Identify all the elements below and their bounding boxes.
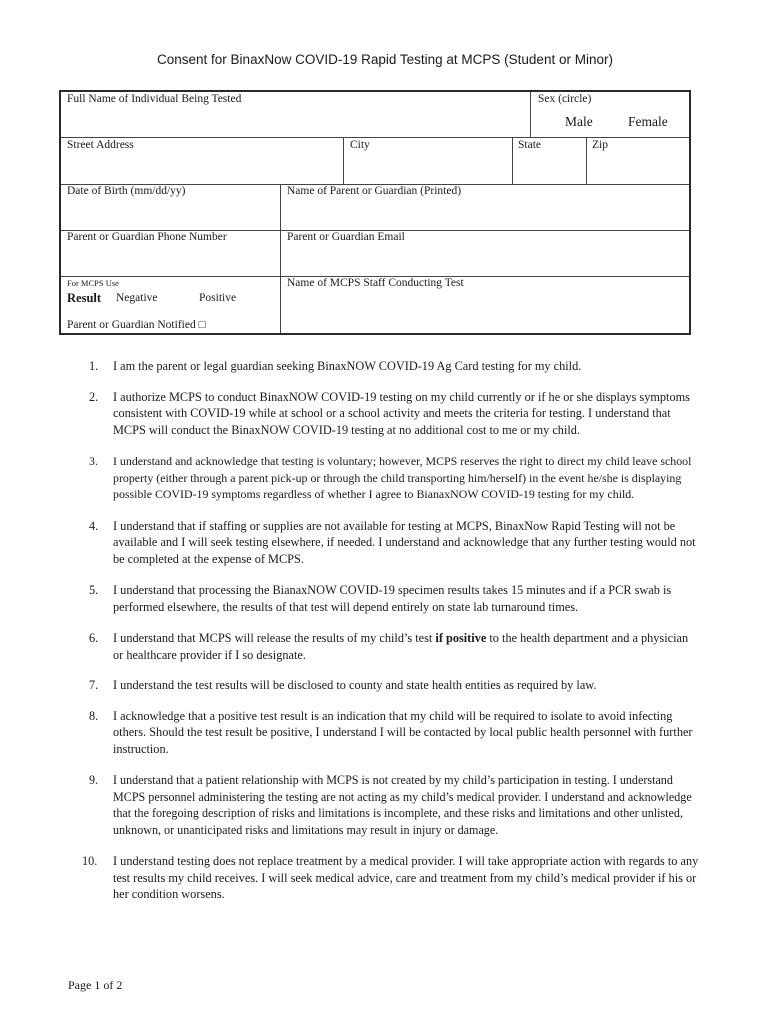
dob-field[interactable]: Date of Birth (mm/dd/yy) [67,185,186,197]
col-divider [280,184,281,333]
item-text: I understand that if staffing or supplies are not available for testing at MCPS, BinaxNow Rapid Testing will not be available and I will seek testing elsewhere, if needed. I understand and acknowledge that any further testing would not be completed at the expense of MCPS. [113,518,696,566]
item-number: 5. [89,583,99,597]
item-number: 3. [89,454,98,468]
mcps-use-label: For MCPS Use [67,278,119,288]
list-item [80,677,700,694]
list-item [80,453,700,503]
item-text: I understand that MCPS will release the results of my child’s test [113,631,436,645]
staff-name-field[interactable]: Name of MCPS Staff Conducting Test [287,277,464,289]
sex-label: Sex (circle) [538,93,592,105]
consent-items-list [80,358,700,903]
item-number: 1. [89,359,99,373]
consent-form-table [59,90,691,335]
zip-field[interactable]: Zip [592,139,608,151]
item-text: I understand testing does not replace treatment by a medical provider. I will take appropriate action with regards to any test results my child receives. I will seek medical advice, care and treatment from my child’s medical provider if his or her condition worsens. [113,854,699,901]
item-number: 9. [89,773,99,787]
guardian-notified-checkbox[interactable]: Parent or Guardian Notified □ [67,319,206,331]
col-divider [512,137,513,184]
item-text: I authorize MCPS to conduct BinaxNOW COVID-19 testing on my child currently or if he or she displays symptoms consistent with COVID-19 while at school or a school activity and meets the criteria for testing. I understand that MCPS will conduct the BinaxNOW COVID-19 testing at no additional cost to me or my child. [113,389,690,437]
sex-female-option[interactable]: Female [628,114,668,129]
result-label: Result [67,291,102,305]
result-negative-option[interactable]: Negative [116,292,158,304]
guardian-email-field[interactable]: Parent or Guardian Email [287,231,405,243]
item-number: 8. [89,708,99,723]
city-field[interactable]: City [350,139,370,151]
guardian-name-field[interactable]: Name of Parent or Guardian (Printed) [287,185,462,197]
item-text: I understand and acknowledge that testing is voluntary; however, MCPS reserves the right to direct my child leave school property (either through a parent pick-up or through the child transporting him/herself) in the event he/she is displaying possible COVID-19 symptoms regardless of whether I agree to BianaxNOW COVID-19 testing for my child. [113,454,692,501]
page-title: Consent for BinaxNow COVID-19 Rapid Testing at MCPS (Student or Minor) [157,52,613,67]
item-text: I understand the test results will be disclosed to county and state health entities as required by law. [113,678,597,692]
col-divider [586,137,587,184]
full-name-field[interactable]: Full Name of Individual Being Tested [67,93,242,105]
item-number: 2. [89,389,99,404]
guardian-phone-field[interactable]: Parent or Guardian Phone Number [67,231,227,243]
list-item [80,518,700,568]
list-item [80,358,700,375]
list-item [80,630,700,663]
item-text: I acknowledge that a positive test result is an indication that my child will be required to isolate to avoid infecting others. Should the test result be positive, I understand I will be contacted by local public health personnel with further instruction. [113,708,693,756]
item-text: to the health department and a physician or healthcare provider if I so designate. [113,631,689,662]
item-text: I understand that processing the BianaxNOW COVID-19 specimen results takes 15 minutes and if a PCR swab is performed elsewhere, the results of that test will depend entirely on state lab turnaround times. [113,583,672,614]
result-positive-option[interactable]: Positive [199,292,237,304]
item-text: I understand that a patient relationship with MCPS is not created by my child’s participation in testing. I understand MCPS personnel administering the testing are not acting as my child’s medical provider. I understand and acknowledge that the foregoing description of risks and limitations is incomplete, and these risks and limitations and other unlisted, unknown, or unanticipated risks and limitations may result in injury or damage. [113,773,692,837]
list-item [80,582,700,615]
sex-male-option[interactable]: Male [565,114,593,129]
state-field[interactable]: State [518,139,541,151]
list-item [80,772,700,838]
list-item [80,389,700,439]
item-text: I am the parent or legal guardian seeking BinaxNOW COVID-19 Ag Card testing for my child. [113,359,582,373]
item-text-emphasis: if positive [435,631,487,645]
row-divider [61,137,689,138]
col-divider [343,137,344,184]
list-item [80,708,700,758]
item-number: 4. [89,518,99,533]
item-number: 10. [82,854,98,868]
item-number: 6. [89,631,99,645]
list-item [80,853,700,903]
item-number: 7. [89,678,99,692]
street-address-field[interactable]: Street Address [67,139,134,151]
page-number: Page 1 of 2 [68,978,123,992]
col-divider [530,92,531,137]
